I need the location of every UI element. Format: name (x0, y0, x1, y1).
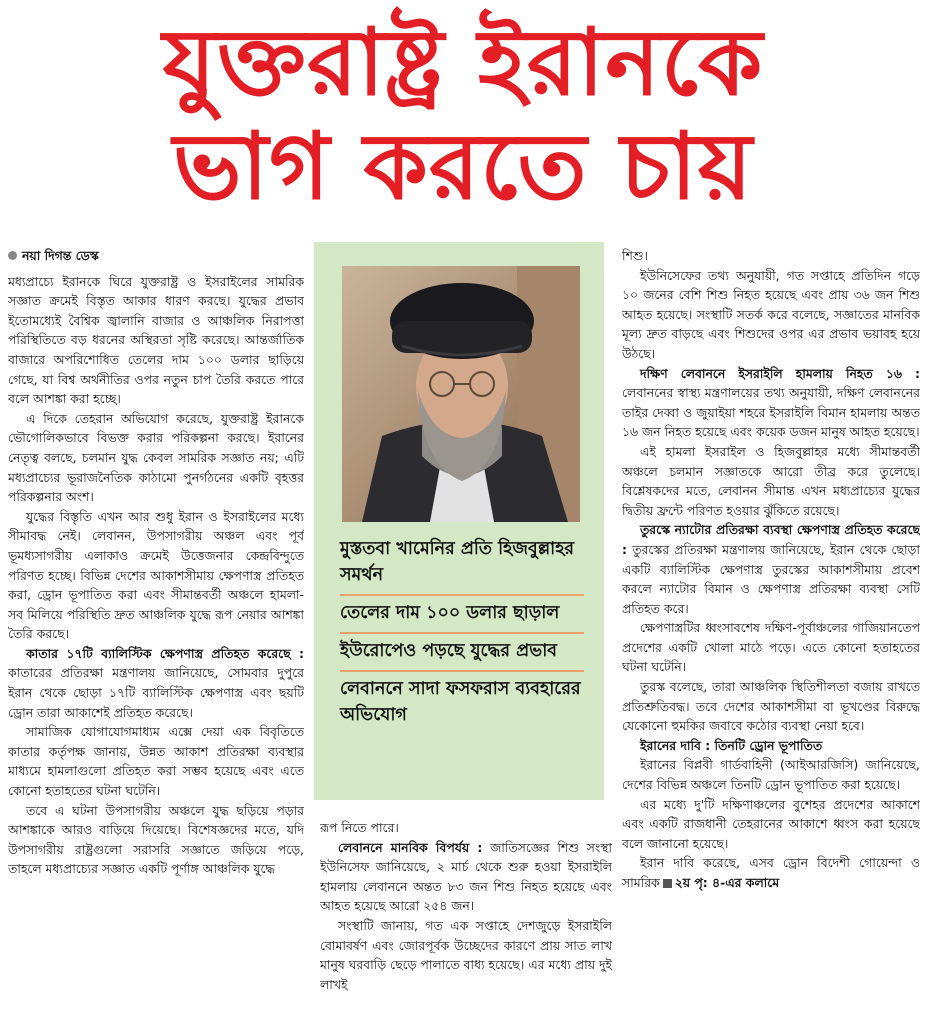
paragraph: রূপ নিতে পারে। (320, 820, 399, 835)
paragraph: এর মধ্যে দু'টি দক্ষিণাঞ্চলের বুশেহর প্রদেশের আকাশে এবং একটি রাজধানী তেহরানের আকাশে ধ্বংস করা হয়েছে বলে জানানো হয়েছে। (622, 796, 920, 851)
paragraph (622, 853, 920, 892)
article-column-2 (320, 818, 612, 1012)
article-column-1 (8, 246, 304, 1012)
paragraph (320, 838, 612, 916)
article-column-3 (622, 246, 920, 1012)
highlight-item: মুস্ততবা খামেনির প্রতি হিজবুল্লাহর সমর্থন (340, 532, 584, 596)
paragraph: এ দিকে তেহরান অভিযোগ করেছে, যুক্তরাষ্ট্র ইরানকে ভৌগোলিকভাবে বিভক্ত করার পরিকল্পনা করছে। ইরানের নেতৃত্ব বলছে, চলমান যুদ্ধ কেবল সামরিক সজ্ঞাত নয়; এটি মধ্যপ্রাচ্যের ভূরাজনৈতিক কাঠামো পুনর্গঠনের একটি বৃহত্তর পরিকল্পনার অংশ। (8, 410, 304, 505)
paragraph: মধ্যপ্রাচ্যে ইরানকে ঘিরে যুক্তরাষ্ট্র ও ইসরাইলের সামরিক সজ্ঞাত ক্রমেই বিস্তৃত আকার ধারণ করছে। যুদ্ধের প্রভাব ইতোমধ্যেই বৈশ্বিক জ্বালানি বাজার ও আঞ্চলিক নিরাপত্তা পরিস্থিতিতে বড় ধরনের অস্থিরতা সৃষ্টি করেছে। আন্তর্জাতিক বাজারে অপরিশোধিত তেলের দাম ১০০ ডলার ছাড়িয়ে গেছে, যা বিশ্ব অর্থনীতির ওপর নতুন চাপ তৈরি করতে পারে বলে আশঙ্কা করা হচ্ছে। (8, 273, 304, 407)
paragraph: তবে এ ঘটনা উপসাগরীয় অঞ্চলে যুদ্ধ ছড়িয়ে পড়ার আশঙ্কাকে আরও বাড়িয়ে দিয়েছে। বিশেষজ্ঞদের মতে, যদি উপসাগরীয় রাষ্ট্রগুলো সরাসরি সজ্ঞাতে জড়িয়ে পড়ে, তাহলে মধ্যপ্রাচ্যের সজ্ঞাত একটি পূর্ণাঙ্গ আঞ্চলিক যুদ্ধে (8, 802, 304, 877)
highlights-list (340, 532, 584, 734)
paragraph (622, 364, 920, 442)
paragraph: সংস্থাটি জানায়, গত এক সপ্তাহে দেশজুড়ে ইসরাইলি বোমাবর্ষণ এবং জোরপূর্বক উচ্ছেদের কারণে প্রায় সাত লাখ মানুষ ঘরবাড়ি ছেড়ে পালাতে বাধ্য হয়েছে। এর মধ্যে প্রায় দুই লাখই (320, 917, 612, 992)
continuation-jump: ২য় পৃ: ৪-এর কলামে (674, 875, 780, 890)
paragraph: সামাজিক যোগাযোগমাধ্যম এক্সে দেয়া এক বিবৃতিতে কাতার কর্তৃপক্ষ জানায়, উন্নত আকাশ প্রতিরক্ষা ব্যবস্থার মাধ্যমে হামলাগুলো প্রতিহত করা সম্ভব হয়েছে এবং এতে কোনো হতাহতের ঘটনা ঘটেনি। (8, 724, 304, 799)
paragraph (8, 644, 304, 722)
byline-text: নয়া দিগন্ত ডেস্ক (22, 248, 99, 263)
highlight-item: লেবাননে সাদা ফসফরাস ব্যবহারের অভিযোগ (340, 679, 581, 725)
highlight-item: তেলের দাম ১০০ ডলার ছাড়াল (340, 596, 584, 634)
paragraph-text: তুরস্কের প্রতিরক্ষা মন্ত্রণালয় জানিয়েছে, ইরান থেকে ছোড়া একটি ব্যালিস্টিক ক্ষেপণাস্ত্র তুরস্কের আকাশসীমায় প্রবেশ করলে ন্যাটোর বিমান ও ক্ষেপণাস্ত্র প্রতিরক্ষা ব্যবস্থা সেটি প্রতিহত করে। (622, 541, 920, 616)
paragraph-text: জাতিসজ্ঞের শিশু সংস্থা ইউনিসেফ জানিয়েছে, ২ মার্চ থেকে শুরু হওয়া ইসরাইলি হামলায় লেবাননে অন্তত ৮৩ জন শিশু নিহত হয়েছে এবং আহত হয়েছে আরো ২৫৪ জন। (320, 839, 612, 914)
highlights-sidebar (314, 242, 604, 800)
subheading: ইরানের দাবি : তিনটি ড্রোন ভূপাতিত (640, 737, 823, 753)
subheading: লেবাননে মানবিক বিপর্যয় : (338, 839, 483, 855)
paragraph-text: ইরান দাবি করেছে, এসব ড্রোন বিদেশী গোয়েন্দা ও সামরিক (622, 855, 920, 890)
paragraph-text: কাতারের প্রতিরক্ষা মন্ত্রণালয় জানিয়েছে, সোমবার দুপুরে ইরান থেকে ছোড়া ১৭টি ব্যালিস্টিক ক্ষেপণাস্ত্র এবং ছয়টি ড্রোন তারা আকাশেই প্রতিহত করেছে। (8, 665, 304, 720)
subheading: দক্ষিণ লেবাননে ইসরাইলি হামলায় নিহত ১৬ : (640, 365, 920, 381)
portrait-illustration (342, 266, 580, 522)
portrait-photo (342, 266, 580, 522)
headline-line-1: যুক্তরাষ্ট্র ইরানকে (162, 9, 764, 116)
paragraph: এই হামলা ইসরাইল ও হিজবুল্লাহর মধ্যে সীমান্তবর্তী অঞ্চলে চলমান সজ্ঞাতকে আরো তীব্র করে তুলেছে। বিশ্লেষকদের মতে, লেবানন সীমান্ত এখন মধ্যপ্রাচ্যের যুদ্ধের দ্বিতীয় ফ্রন্টে পরিণত হওয়ার ঝুঁকিতে রয়েছে। (622, 443, 920, 518)
paragraph: শিশু। (622, 248, 648, 263)
subheading: তুরস্কে ন্যাটোর প্রতিরক্ষা ব্যবস্থা ক্ষেপণাস্ত্র প্রতিহত করেছে : (622, 522, 920, 557)
byline (8, 246, 304, 266)
subheading: কাতার ১৭টি ব্যালিস্টিক ক্ষেপণাস্ত্র প্রতিহত করেছে : (26, 645, 304, 661)
square-bullet-icon (663, 879, 672, 888)
highlight-item: ইউরোপেও পড়ছে যুদ্ধের প্রভাব (340, 634, 584, 672)
headline-line-2: ভাগ করতে চায় (172, 113, 754, 220)
bullet-dot-icon (8, 251, 17, 260)
paragraph (622, 520, 920, 618)
paragraph: যুদ্ধের বিস্তৃতি এখন আর শুধু ইরান ও ইসরাইলের মধ্যে সীমাবদ্ধ নেই। লেবানন, উপসাগরীয় অঞ্চল এবং পূর্ব ভূমধ্যসাগরীয় এলাকাও ক্রমেই উত্তেজনার কেন্দ্রবিন্দুতে পরিণত হচ্ছে। বিভিন্ন দেশের আকাশসীমায় ক্ষেপণাস্ত্র প্রতিহত করা, ড্রোন ভূপাতিত করা এবং সীমান্তবর্তী অঞ্চলে হামলা- সব মিলিয়ে পরিস্থিতি দ্রুত আঞ্চলিক যুদ্ধে রূপ নেয়ার আশঙ্কা তৈরি করছে। (8, 508, 304, 642)
paragraph-text: লেবাননের স্বাস্থ্য মন্ত্রণালয়ের তথ্য অনুযায়ী, দক্ষিণ লেবাননের তাইর দেব্বা ও জুয়াইয়া শহরে ইসরাইলি বিমান হামলায় অন্তত ১৬ জন নিহত হয়েছে এবং কয়েক ডজন মানুষ আহত হয়েছে। (622, 385, 920, 440)
paragraph: ক্ষেপণাস্ত্রটির ধ্বংসাবশেষ দক্ষিণ-পূর্বাঞ্চলের গাজিয়ানতেপ প্রদেশের একটি খোলা মাঠে পড়ে। এতে কোনো হতাহতের ঘটনা ঘটেনি। (622, 620, 920, 675)
paragraph: ইউনিসেফের তথ্য অনুযায়ী, গত সপ্তাহে প্রতিদিন গড়ে ১০ জনের বেশি শিশু নিহত হয়েছে এবং প্রায় ৩৬ জন শিশু আহত হয়েছে। সংস্থাটি সতর্ক করে বলেছে, সজ্ঞাতের মানবিক মূল্য দ্রুত বাড়ছে এবং শিশুদের ওপর এর প্রভাব ভয়াবহ হয়ে উঠছে। (622, 267, 920, 361)
paragraph: তুরস্ক বলেছে, তারা আঞ্চলিক স্থিতিশীলতা বজায় রাখতে প্রতিশ্রুতিবদ্ধ। তবে দেশের আকাশসীমা বা ভূখণ্ডের বিরুদ্ধে যেকোনো হুমকির জবাবে কঠোর ব্যবস্থা নেয়া হবে। (622, 679, 920, 734)
paragraph: ইরানের বিপ্লবী গার্ডবাহিনী (আইআরজিসি) জানিয়েছে, দেশের বিভিন্ন অঞ্চলে তিনটি ড্রোন ভূপাতিত করা হয়েছে। (622, 757, 920, 793)
